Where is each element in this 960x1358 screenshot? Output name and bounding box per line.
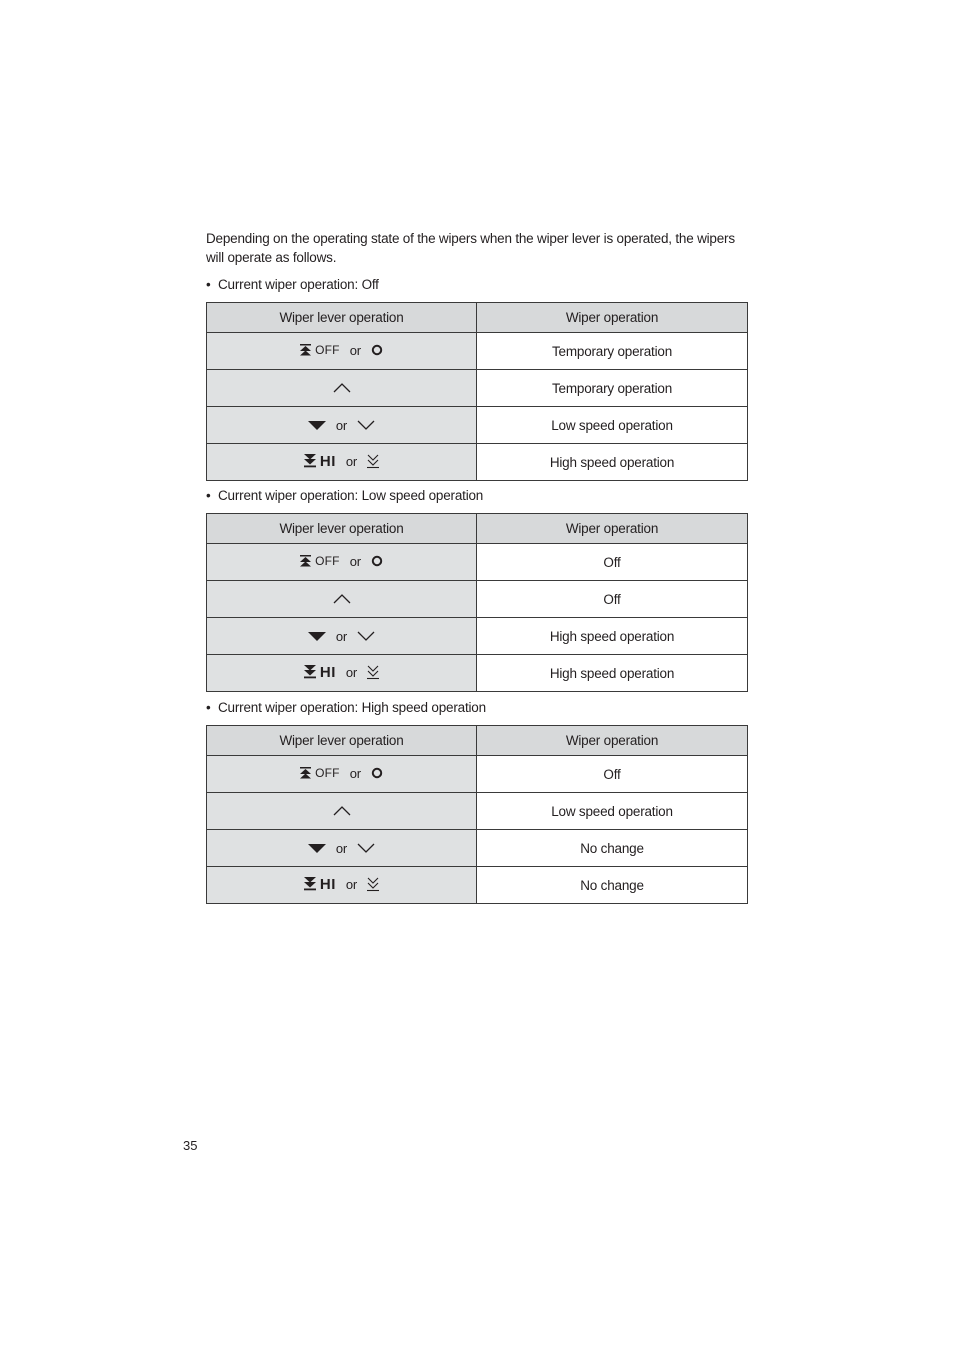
wiper-cell: Off	[477, 581, 748, 618]
triangle-down-filled-icon	[308, 844, 326, 853]
double-arrow-down-outline-icon	[367, 665, 379, 680]
double-arrow-down-icon	[304, 877, 316, 891]
table-header-row	[207, 303, 748, 333]
double-arrow-down-icon	[304, 665, 316, 679]
section-3-title: • Current wiper operation: High speed operation	[206, 700, 486, 715]
table-row	[207, 830, 748, 867]
lever-cell-off-or-mist	[207, 333, 477, 370]
or-label: or	[345, 876, 358, 892]
wiper-cell: No change	[477, 867, 748, 904]
wiper-cell: No change	[477, 830, 748, 867]
table-row	[207, 793, 748, 830]
table-header-row	[207, 726, 748, 756]
wiper-table-high	[206, 725, 748, 904]
table-row	[207, 756, 748, 793]
triangle-down-outline-icon	[357, 420, 375, 430]
triangle-up-outline-icon	[333, 806, 351, 816]
mist-circle-icon	[371, 344, 383, 356]
lever-cell-up-outline	[207, 370, 477, 407]
header-wiper: Wiper operation	[477, 514, 748, 544]
wiper-cell: Temporary operation	[477, 333, 748, 370]
double-arrow-up-icon	[300, 555, 311, 568]
section-2-title: • Current wiper operation: Low speed operation	[206, 488, 484, 503]
section-1-title: • Current wiper operation: Off	[206, 277, 379, 292]
table-row	[207, 333, 748, 370]
bullet-dot: •	[206, 277, 211, 292]
wiper-table-low	[206, 513, 748, 692]
double-arrow-down-icon	[304, 454, 316, 468]
lever-cell-up-outline	[207, 793, 477, 830]
lever-cell-up-outline	[207, 581, 477, 618]
header-wiper: Wiper operation	[477, 726, 748, 756]
hi-label: HI	[319, 663, 336, 681]
wiper-cell: High speed operation	[477, 618, 748, 655]
double-arrow-up-icon	[300, 344, 311, 357]
lever-cell-down	[207, 830, 477, 867]
table-header-row	[207, 514, 748, 544]
table-row	[207, 544, 748, 581]
bullet-dot: •	[206, 700, 211, 715]
header-lever: Wiper lever operation	[207, 303, 477, 333]
triangle-up-outline-icon	[333, 383, 351, 393]
hi-label: HI	[319, 875, 336, 893]
header-lever: Wiper lever operation	[207, 514, 477, 544]
table-row	[207, 867, 748, 904]
header-wiper: Wiper operation	[477, 303, 748, 333]
lever-cell-off-or-mist	[207, 544, 477, 581]
header-lever: Wiper lever operation	[207, 726, 477, 756]
triangle-up-outline-icon	[333, 594, 351, 604]
wiper-cell: Low speed operation	[477, 407, 748, 444]
or-label: or	[345, 453, 358, 469]
or-label: or	[345, 664, 358, 680]
off-label: OFF	[315, 766, 340, 780]
lever-cell-off-or-mist	[207, 756, 477, 793]
or-label: or	[349, 765, 361, 781]
bullet-dot: •	[206, 488, 211, 503]
lever-cell-down	[207, 618, 477, 655]
off-label: OFF	[315, 554, 340, 568]
mist-circle-icon	[371, 767, 383, 779]
wiper-cell: Temporary operation	[477, 370, 748, 407]
wiper-cell: High speed operation	[477, 655, 748, 692]
lever-cell-hi	[207, 444, 477, 481]
lever-cell-hi	[207, 655, 477, 692]
double-arrow-down-outline-icon	[367, 454, 379, 469]
off-label: OFF	[315, 343, 340, 357]
triangle-down-outline-icon	[357, 843, 375, 853]
double-arrow-down-outline-icon	[367, 877, 379, 892]
lever-cell-down	[207, 407, 477, 444]
double-arrow-up-icon	[300, 767, 311, 780]
wiper-cell: Off	[477, 756, 748, 793]
wiper-cell: Off	[477, 544, 748, 581]
wiper-cell: High speed operation	[477, 444, 748, 481]
table-row	[207, 444, 748, 481]
table-row	[207, 581, 748, 618]
page-number: 35	[183, 1138, 198, 1153]
table-row	[207, 407, 748, 444]
or-label: or	[335, 628, 348, 644]
hi-label: HI	[319, 452, 336, 470]
triangle-down-filled-icon	[308, 421, 326, 430]
wiper-table-off	[206, 302, 748, 481]
or-label: or	[349, 553, 361, 569]
intro-paragraph: Depending on the operating state of the wipers when the wiper lever is operated, the wipers will operate as follows.	[206, 231, 735, 265]
table-row	[207, 618, 748, 655]
table-row	[207, 370, 748, 407]
lever-cell-hi	[207, 867, 477, 904]
table-row	[207, 655, 748, 692]
triangle-down-filled-icon	[308, 632, 326, 641]
triangle-down-outline-icon	[357, 631, 375, 641]
or-label: or	[335, 840, 348, 856]
wiper-cell: Low speed operation	[477, 793, 748, 830]
or-label: or	[349, 342, 361, 358]
or-label: or	[335, 417, 348, 433]
mist-circle-icon	[371, 555, 383, 567]
